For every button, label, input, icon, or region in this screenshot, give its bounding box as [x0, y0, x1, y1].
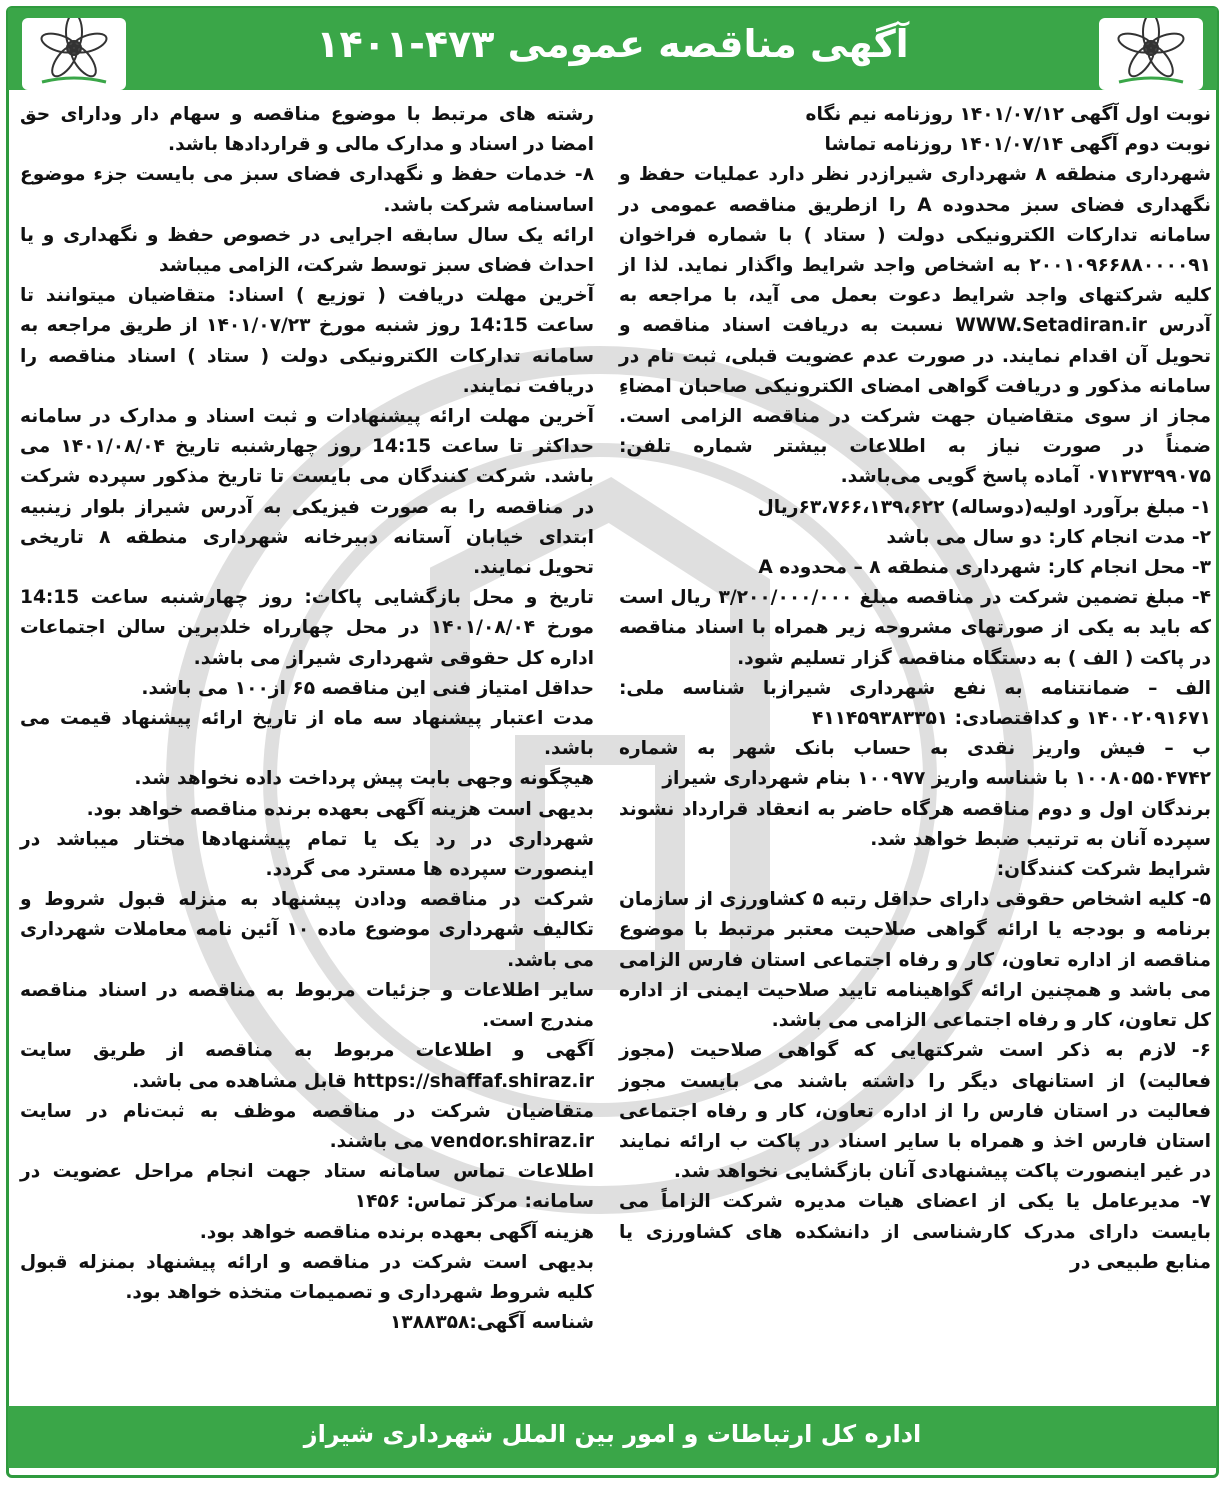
item-5-qualification: ۵- کلیه اشخاص حقوقی دارای حداقل رتبه ۵ کشاورزی از سازمان برنامه و بودجه یا ارائه گواهی صلاحیت معتبر مرتبط با موضوع مناقصه از اداره تعاون، کار و رفاه اجتماعی استان فارس الزامی می باشد و همچنین ارائه گواهینامه تایید صلاحیت ایمنی از اداره کل تعاون، کار و رفاه اجتماعی الزامی می باشد.: [619, 889, 1211, 1032]
ad-identifier: شناسه آگهی:۱۳۸۸۳۵۸: [389, 1312, 594, 1334]
final-acceptance-note: بدیهی است شرکت در مناقصه و ارائه پیشنهاد بمنزله قبول کلیه شروط شهرداری و تصمیمات متخذه خواهد بود.: [20, 1251, 594, 1303]
opening-date-location: تاریخ و محل بازگشایی پاکات: روز چهارشنبه ساعت 14:15 مورخ ۱۴۰۱/۰۸/۰۴ در محل چهارراه خلدبرین سالن اجتماعات اداره کل حقوقی شهرداری شیراز می باشد.: [20, 587, 595, 669]
rejection-right: شهرداری در رد یک یا تمام پیشنهادها مختار میباشد در اینصورت سپرده ها مسترد می گردد.: [20, 828, 594, 881]
ad-cost-note: بدیهی است هزینه آگهی بعهده برنده مناقصه خواهد بود.: [86, 798, 594, 820]
tender-intro-paragraph: شهرداری منطقه ۸ شهرداری شیرازدر نظر دارد عملیات حفظ و نگهداری فضای سبز محدوده A را ازطریق مناقصه عمومی در سامانه تدارکات الکترونیکی دولت ( ستاد ) با شماره فراخوان ۲۰۰۱۰۹۶۶۸۸۰۰۰۰۹۱ به اشخاص واجد شرایط واگذار نماید. لذا از کلیه شرکتهای واجد شرایط دعوت بعمل می آید، با مراجعه به آدرس WWW.Setadiran.ir نسبت به دریافت اسناد مناقصه و تحویل آن اقدام نمایند. در صورت عدم عضویت قبلی، ثبت نام در سامانه مذکور و دریافت گواهی امضای الکترونیکی صاحبان امضاءِ مجاز از سوی متقاضیان جهت شرکت در مناقصه الزامی است. ضمناً در صورت نیاز به اطلاعات بیشتر شماره تلفن: ۰۷۱۳۷۳۹۹۰۷۵ آماده پاسخ گویی می‌باشد.: [619, 164, 1212, 488]
proposal-validity: مدت اعتبار پیشنهاد سه ماه از تاریخ ارائه پیشنهاد قیمت می باشد.: [20, 708, 594, 760]
experience-requirement: ارائه یک سال سابقه اجرایی در خصوص حفظ و نگهداری و یا احداث فضای سبز توسط شرکت، الزامی میباشد: [20, 224, 594, 277]
item-2-duration: ۲- مدت انجام کار: دو سال می باشد: [886, 526, 1211, 548]
no-prepayment: هیچگونه وجهی بابت پیش پرداخت داده نخواهد شد.: [134, 768, 594, 790]
item-7-director-degree: ۷- مدیرعامل یا یکی از اعضای هیات مدیره شرکت الزاماً می بایست دارای مدرک کارشناسی از دانشکده های کشاورزی یا منابع طبیعی در: [619, 1191, 1211, 1273]
municipality-logo-right-icon: [1099, 18, 1203, 90]
header-bar: [8, 8, 1217, 90]
participant-conditions-heading: شرایط شرکت کنندگان:: [996, 859, 1211, 881]
item-3-location: ۳- محل انجام کار: شهرداری منطقه ۸ – محدوده A: [758, 557, 1211, 579]
item-1-estimate: ۱- مبلغ برآورد اولیه(دوساله) ۶۳،۷۶۶،۱۳۹،۶۲۲ریال: [757, 496, 1211, 518]
other-info-note: سایر اطلاعات و جزئیات مربوط به مناقصه در اسناد مناقصه مندرج است.: [20, 979, 594, 1032]
setad-contact-info: اطلاعات تماس سامانه ستاد جهت انجام مراحل عضویت در سامانه: مرکز تماس: ۱۴۵۶: [20, 1161, 594, 1213]
footer-department: اداره کل ارتباطات و امور بین الملل شهرداری شیراز: [303, 1420, 922, 1448]
left-column: [20, 100, 594, 1338]
municipality-logo-left-icon: [22, 18, 126, 90]
footer-bar: [8, 1406, 1217, 1468]
shaffaf-site-note: آگهی و اطلاعات مربوط به مناقصه از طریق سایت https://shaffaf.shiraz.ir قابل مشاهده می باشد.: [20, 1040, 594, 1092]
vendor-registration-note: متقاضیان شرکت در مناقصه موظف به ثبت‌نام در سایت vendor.shiraz.ir می باشند.: [20, 1100, 594, 1152]
right-column: [619, 100, 1211, 1278]
proposal-submission-deadline: آخرین مهلت ارائه پیشنهادات و ثبت اسناد و مدارک در سامانه حداکثر تا ساعت 14:15 روز چهارشنبه تاریخ ۱۴۰۱/۰۸/۰۴ می باشد. شرکت کنندگان می بایست تا تاریخ مذکور سپرده شرکت در مناقصه را به صورت فیزیکی به آدرس شیراز بلوار زینبیه ابتدای خیابان آستانه دبیرخانه شهرداری منطقه ۸ تاریخی تحویل نمایند.: [20, 406, 594, 579]
director-degree-continued: رشته های مرتبط با موضوع مناقصه و سهام دار ودارای حق امضا در اسناد و مدارک مالی و قراردادها باشد.: [20, 104, 594, 156]
min-technical-score: حداقل امتیاز فنی این مناقصه ۶۵ از۱۰۰ می باشد.: [141, 677, 594, 699]
second-publication-line: نوبت دوم آگهی ۱۴۰۱/۰۷/۱۴ روزنامه تماشا: [824, 134, 1211, 156]
item-6-other-provinces: ۶- لازم به ذکر است شرکتهایی که گواهی صلاحیت (مجوز فعالیت) از استانهای دیگر را داشته باشند می بایست مجوز فعالیت در استان فارس را از اداره تعاون، کار و رفاه اجتماعی استان فارس اخذ و همراه با سایر اسناد در پاکت ب ارائه نمایند در غیر اینصورت پاکت پیشنهادی آنان بازگشایی نخواهد شد.: [619, 1040, 1211, 1183]
winners-forfeit-note: برندگان اول و دوم مناقصه هرگاه حاضر به انعقاد قرارداد نشوند سپرده آنان به ترتیب ضبط خواهد شد.: [619, 798, 1211, 850]
page-title: آگهی مناقصه عمومی ۴۷۳-۱۴۰۱: [316, 22, 909, 66]
ad-cost-note-2: هزینه آگهی بعهده برنده مناقصه خواهد بود.: [199, 1221, 594, 1243]
guarantee-option-b: ب – فیش واریز نقدی به حساب بانک شهر به شماره ۱۰۰۸۰۵۵۰۴۷۴۲ با شناسه واریز ۱۰۰۹۷۷ بنام شهرداری شیراز: [619, 738, 1211, 790]
guarantee-option-a: الف – ضمانتنامه به نفع شهرداری شیرازبا شناسه ملی: ۱۴۰۰۲۰۹۱۶۷۱ و کداقتصادی: ۴۱۱۴۵۹۳۸۳۳۵۱: [619, 677, 1211, 730]
item-8-charter: ۸- خدمات حفظ و نگهداری فضای سبز می بایست جزء موضوع اساسنامه شرکت باشد.: [20, 164, 594, 216]
first-publication-line: نوبت اول آگهی ۱۴۰۱/۰۷/۱۲ روزنامه نیم نگاه: [805, 104, 1211, 125]
item-4-guarantee: ۴- مبلغ تضمین شرکت در مناقصه مبلغ ۳/۲۰۰/۰۰۰/۰۰۰ ریال است که باید به یکی از صورتهای مشروحه زیر همراه با اسناد مناقصه در پاکت ( الف ) به دستگاه مناقصه گزار تسلیم شود.: [619, 587, 1212, 669]
document-receipt-deadline: آخرین مهلت دریافت ( توزیع ) اسناد: متقاضیان میتوانند تا ساعت 14:15 روز شنبه مورخ ۱۴۰۱/۰۷/۲۳ از طریق مراجعه به سامانه تدارکات الکترونیکی دولت ( ستاد ) اسناد مناقصه را دریافت نمایند.: [20, 285, 595, 397]
acceptance-of-terms: شرکت در مناقصه ودادن پیشنهاد به منزله قبول شروط و تکالیف شهرداری موضوع ماده ۱۰ آئین نامه معاملات شهرداری می باشد.: [20, 889, 594, 971]
